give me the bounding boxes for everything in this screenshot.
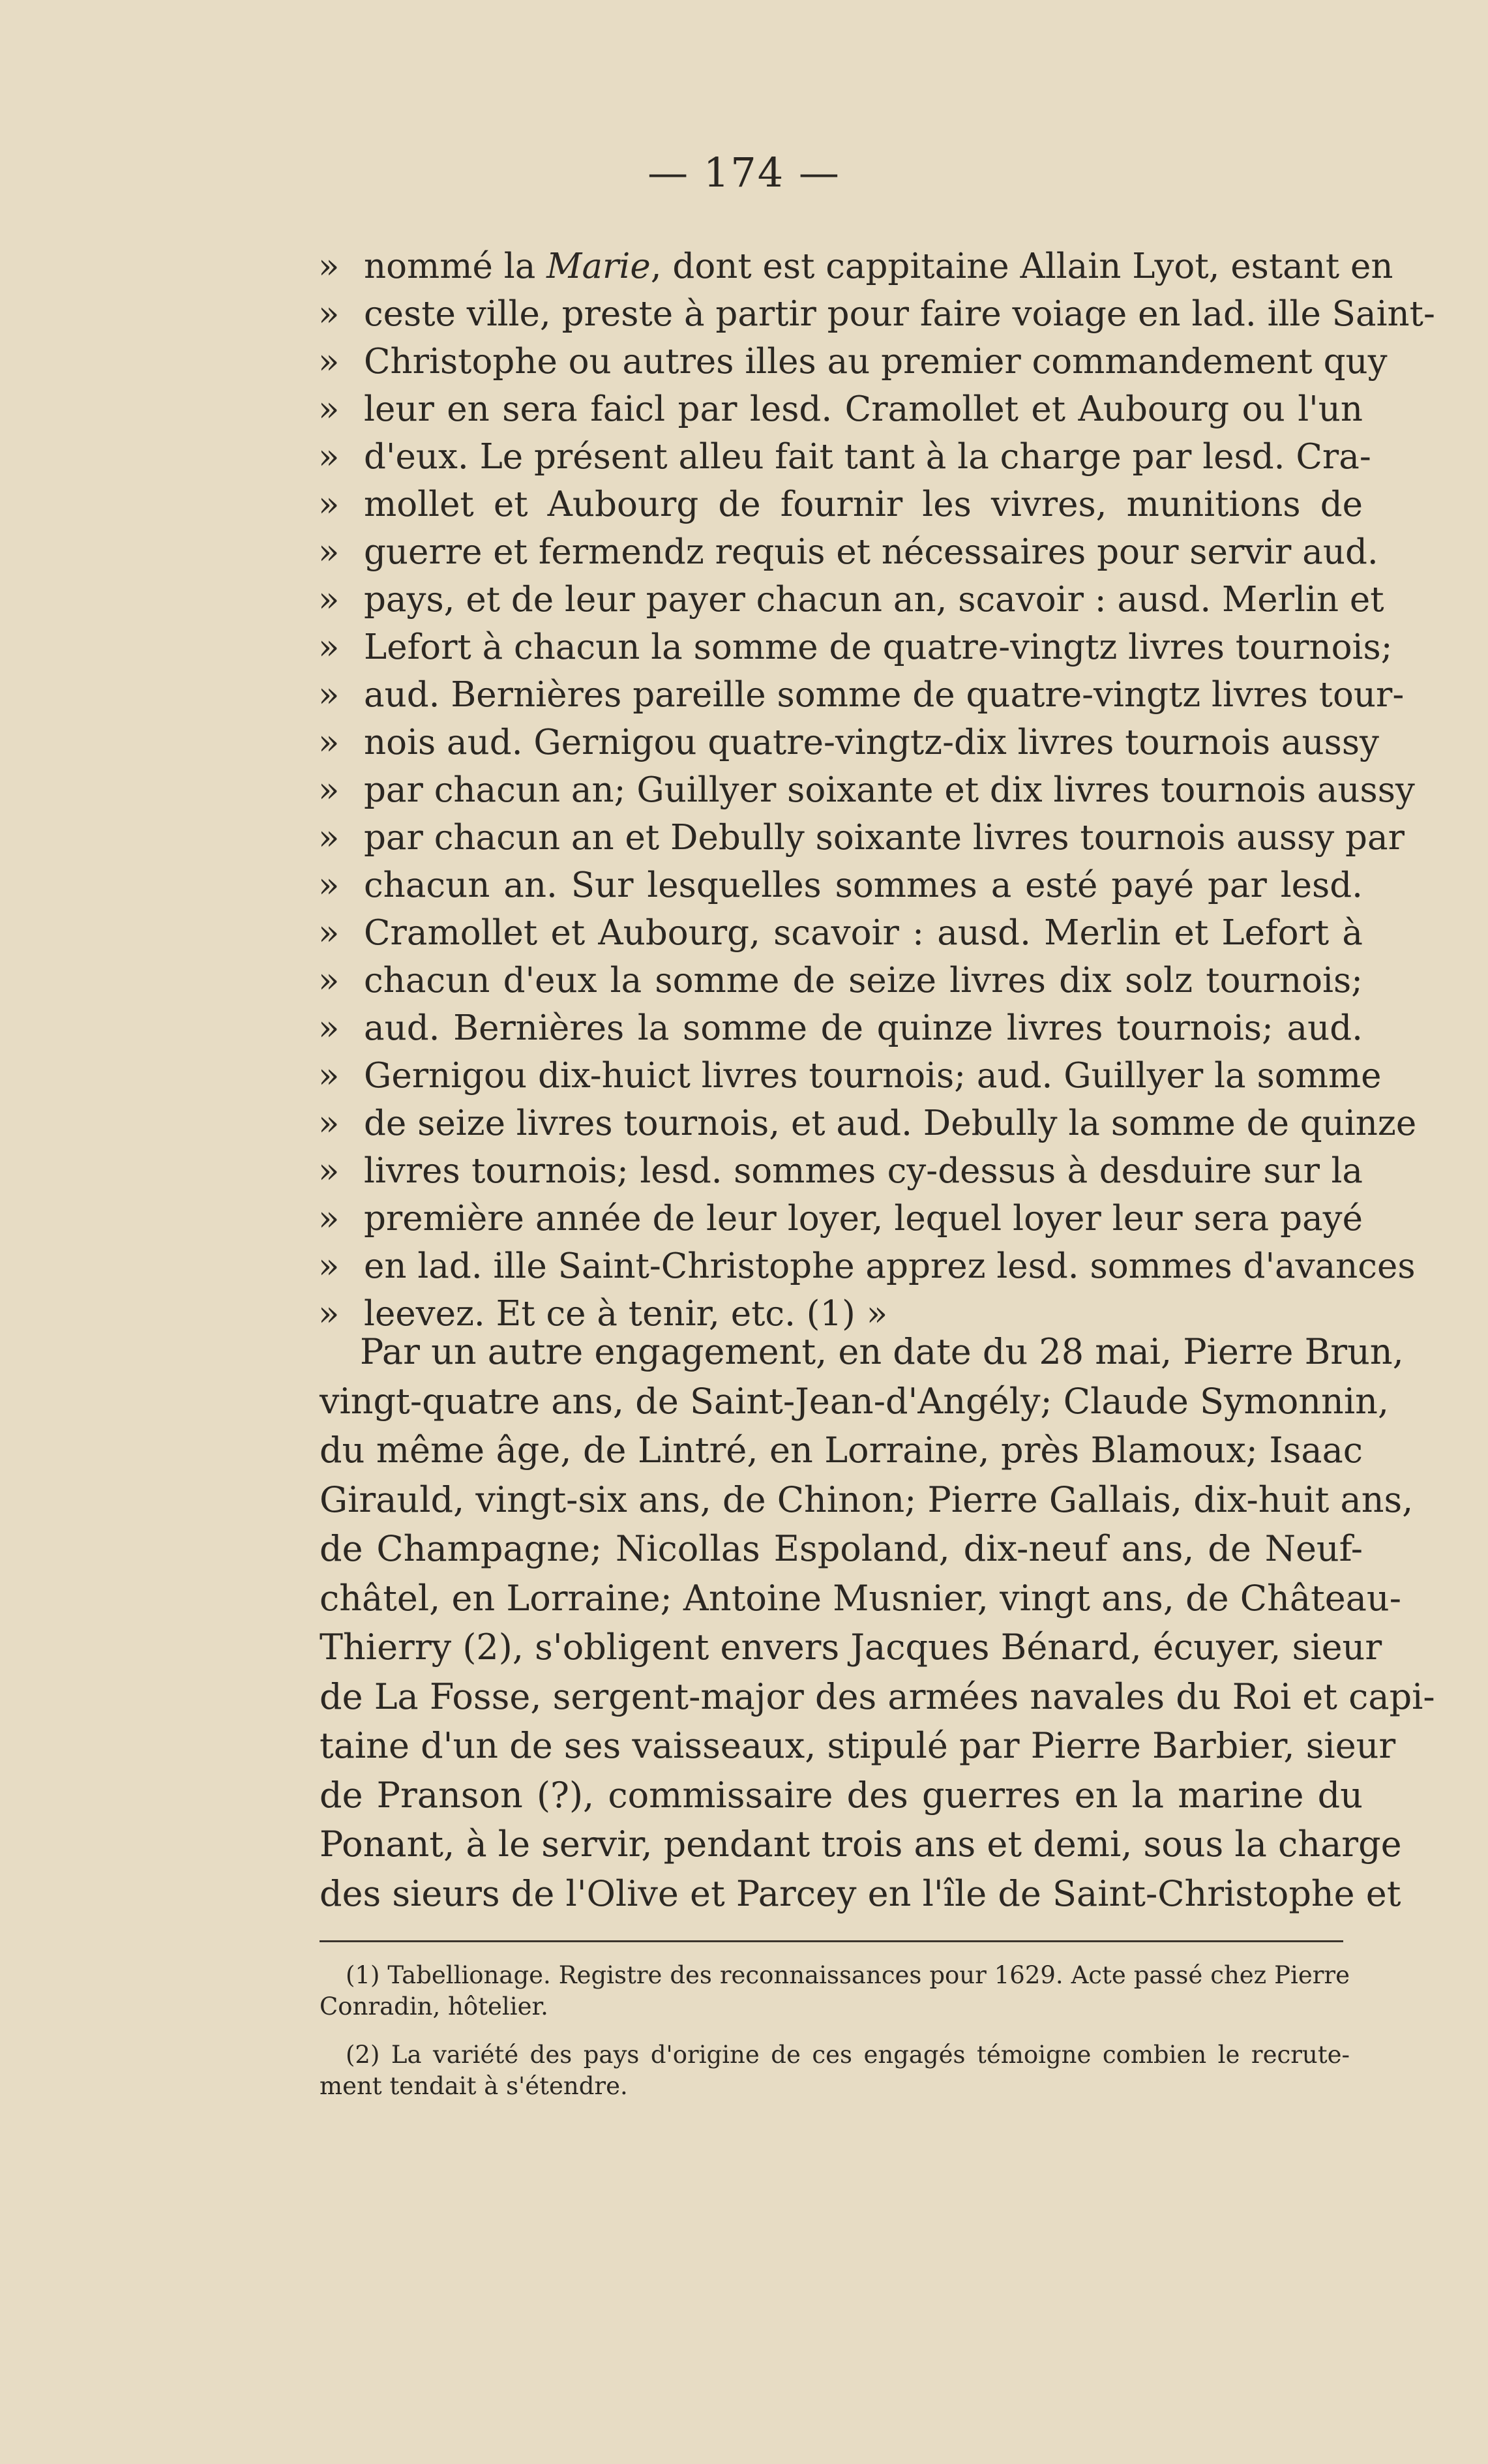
paragraph-line: des sieurs de l'Olive et Parcey en l'île de Saint-Christophe et <box>320 1872 1401 1914</box>
quote-line-text: aud. Bernières la somme de quinze livres tournois; aud. <box>364 1008 1363 1048</box>
quote-mark: » <box>318 1008 340 1048</box>
quote-line-text: Christophe ou autres illes au premier commandement quy <box>364 342 1388 382</box>
quoted-contract-text <box>318 243 1435 1338</box>
quote-mark: » <box>318 723 340 762</box>
quote-line-text: guerre et fermendz requis et nécessaires pour servir aud. <box>364 532 1378 572</box>
footnote-divider <box>320 1940 1343 1942</box>
quote-mark: » <box>318 437 340 477</box>
quote-line <box>318 576 1384 624</box>
paragraph-line: vingt-quatre ans, de Saint-Jean-d'Angély; Claude Symonnin, <box>320 1380 1390 1422</box>
quote-line-text: Cramollet et Aubourg, scavoir : ausd. Merlin et Lefort à <box>364 913 1363 953</box>
quote-line <box>320 481 1363 528</box>
quote-mark: » <box>318 342 340 382</box>
quote-line-text: par chacun an et Debully soixante livres tournois aussy par <box>364 818 1405 858</box>
quote-line-text: nommé la Marie, dont est cappitaine Allain Lyot, estant en <box>364 247 1393 286</box>
quote-line-text: chacun d'eux la somme de seize livres dix solz tournois; <box>364 961 1363 1000</box>
paragraph-line: de La Fosse, sergent-major des armées navales du Roi et capi- <box>320 1675 1435 1717</box>
quote-line-text: première année de leur loyer, lequel loyer leur sera payé <box>364 1199 1363 1239</box>
quote-line <box>320 1004 1363 1052</box>
paragraph-line: châtel, en Lorraine; Antoine Musnier, vingt ans, de Château- <box>320 1577 1401 1619</box>
page-number: — 174 — <box>647 149 841 196</box>
footnote-2 <box>320 2039 1350 2102</box>
quote-line <box>318 1100 1417 1147</box>
quote-line-text: ceste ville, preste à partir pour faire voiage en lad. ille Saint- <box>364 294 1435 334</box>
footnote-line: Conradin, hôtelier. <box>320 1992 548 2021</box>
quote-line <box>318 243 1393 290</box>
quote-mark: » <box>318 1104 340 1143</box>
quote-line-text: en lad. ille Saint-Christophe apprez lesd. sommes d'avances <box>364 1246 1416 1286</box>
quote-line <box>318 338 1388 385</box>
quote-line-text: de seize livres tournois, et aud. Debully la somme de quinze <box>364 1104 1417 1143</box>
quote-line <box>318 814 1405 862</box>
quote-line <box>320 1195 1363 1242</box>
quote-line <box>318 1052 1382 1100</box>
quote-mark: » <box>318 1056 340 1096</box>
quote-line <box>320 862 1363 909</box>
quote-line <box>318 433 1371 481</box>
quote-line <box>318 719 1379 766</box>
quote-mark: » <box>318 1199 340 1239</box>
quote-mark: » <box>318 485 340 524</box>
quote-line <box>318 671 1405 719</box>
quote-mark: » <box>318 770 340 810</box>
quote-mark: » <box>318 580 340 620</box>
footnote-line: (2) La variété des pays d'origine de ces engagés témoigne combien le recrute- <box>346 2041 1350 2069</box>
quote-line <box>318 1242 1416 1290</box>
paragraph-line: Thierry (2), s'obligent envers Jacques Bénard, écuyer, sieur <box>320 1627 1382 1668</box>
quote-line <box>320 957 1363 1004</box>
paragraph-line: taine d'un de ses vaisseaux, stipulé par Pierre Barbier, sieur <box>320 1725 1396 1766</box>
quote-line-text: par chacun an; Guillyer soixante et dix livres tournois aussy <box>364 770 1415 810</box>
quote-mark: » <box>318 294 340 334</box>
quote-mark: » <box>318 818 340 858</box>
quote-line <box>318 528 1378 576</box>
footnote-line: (1) Tabellionage. Registre des reconnaissances pour 1629. Acte passé chez Pierre <box>346 1961 1350 1989</box>
quote-line <box>320 385 1363 433</box>
paragraph-line: Girauld, vingt-six ans, de Chinon; Pierre Gallais, dix-huit ans, <box>320 1479 1414 1520</box>
paragraph-line: de Champagne; Nicollas Espoland, dix-neuf ans, de Neuf- <box>320 1528 1363 1569</box>
quote-line-text: d'eux. Le présent alleu fait tant à la charge par lesd. Cra- <box>364 437 1371 477</box>
quote-line-text: chacun an. Sur lesquelles sommes a esté payé par lesd. <box>364 865 1363 905</box>
quote-line <box>318 766 1415 814</box>
quote-line <box>320 909 1363 957</box>
footnote-1 <box>320 1960 1350 2022</box>
quote-line <box>318 290 1435 338</box>
quote-line-text: mollet et Aubourg de fournir les vivres, munitions de <box>364 485 1363 524</box>
body-paragraph <box>320 1327 1435 1918</box>
paragraph-line: Ponant, à le servir, pendant trois ans et demi, sous la charge <box>320 1824 1402 1865</box>
quote-line-text: nois aud. Gernigou quatre-vingtz-dix livres tournois aussy <box>364 723 1379 762</box>
quote-mark: » <box>318 961 340 1000</box>
quote-mark: » <box>318 247 340 286</box>
quote-mark: » <box>318 1151 340 1191</box>
quote-line-text: leevez. Et ce à tenir, etc. (1) » <box>364 1294 888 1334</box>
quote-line-text: aud. Bernières pareille somme de quatre-vingtz livres tour- <box>364 675 1405 715</box>
quote-mark: » <box>318 627 340 667</box>
quote-line-text: leur en sera faicl par lesd. Cramollet et Aubourg ou l'un <box>364 389 1363 429</box>
quote-mark: » <box>318 913 340 953</box>
quote-mark: » <box>318 1246 340 1286</box>
paragraph-line: du même âge, de Lintré, en Lorraine, près Blamoux; Isaac <box>320 1430 1363 1471</box>
quote-line <box>318 624 1393 671</box>
paragraph-line: Par un autre engagement, en date du 28 mai, Pierre Brun, <box>360 1331 1404 1372</box>
footnote-line: ment tendait à s'étendre. <box>320 2072 628 2100</box>
quote-line <box>320 1147 1363 1195</box>
quote-line-text: livres tournois; lesd. sommes cy-dessus à desduire sur la <box>364 1151 1363 1191</box>
quote-mark: » <box>318 532 340 572</box>
quote-mark: » <box>318 865 340 905</box>
quote-line-text: Gernigou dix-huict livres tournois; aud. Guillyer la somme <box>364 1056 1382 1096</box>
quote-mark: » <box>318 389 340 429</box>
quote-mark: » <box>318 675 340 715</box>
paragraph-line: de Pranson (?), commissaire des guerres en la marine du <box>320 1774 1363 1816</box>
quote-mark: » <box>318 1294 340 1334</box>
quote-line-text: pays, et de leur payer chacun an, scavoir : ausd. Merlin et <box>364 580 1384 620</box>
footnotes <box>320 1960 1350 2102</box>
quote-line-text: Lefort à chacun la somme de quatre-vingtz livres tournois; <box>364 627 1393 667</box>
